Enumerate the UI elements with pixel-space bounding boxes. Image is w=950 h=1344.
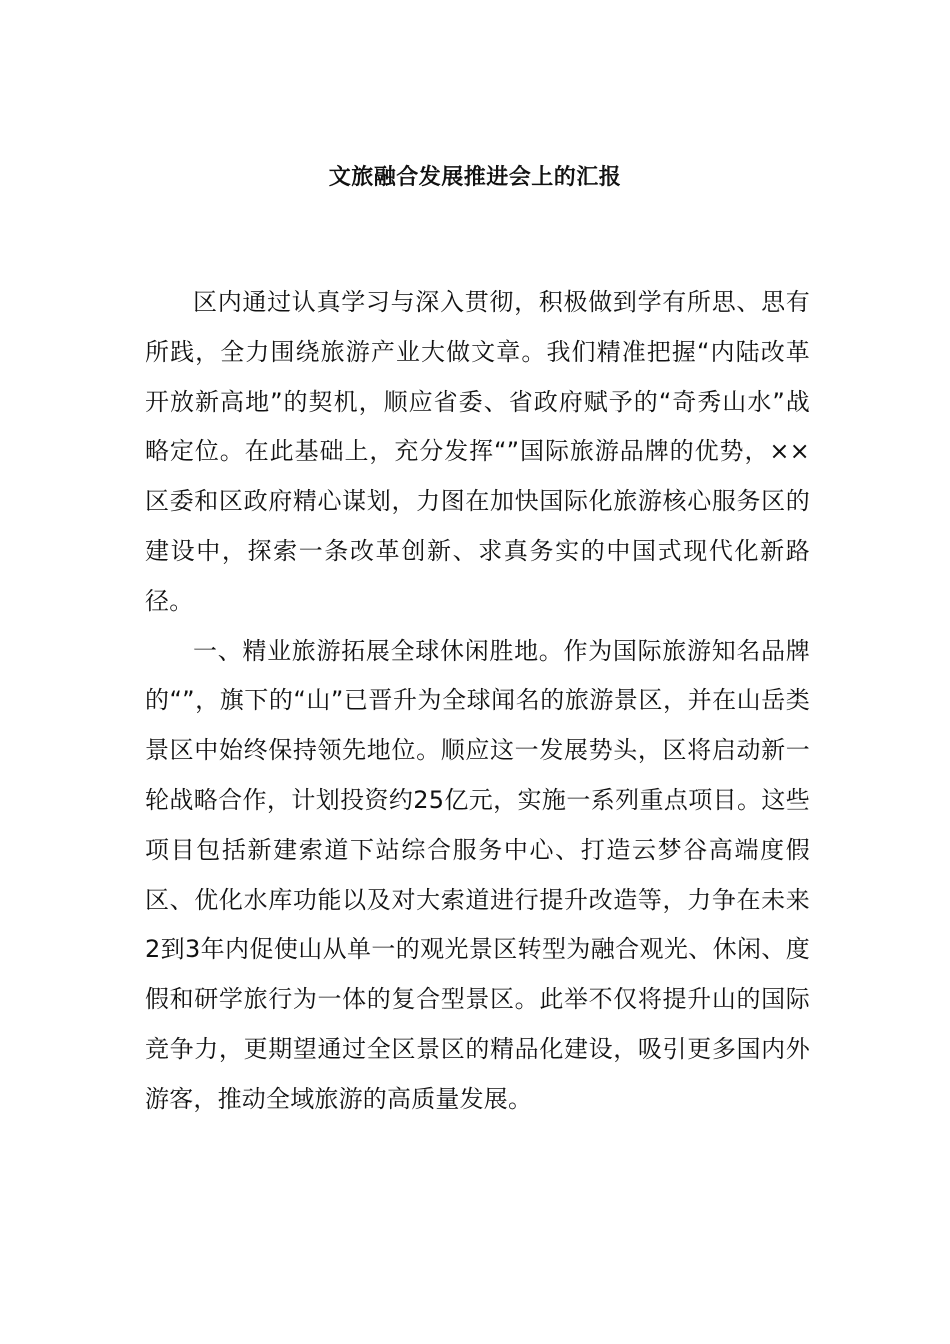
paragraph-intro: 区内通过认真学习与深入贯彻，积极做到学有所思、思有所践，全力围绕旅游产业大做文章。我们精准把握“内陆改革开放新高地”的契机，顺应省委、省政府赋予的“奇秀山水”战略定位。在此基础上，充分发挥“”国际旅游品牌的优势，××区委和区政府精心谋划，力图在加快国际化旅游核心服务区的建设中，探索一条改革创新、求真务实的中国式现代化新路径。	[145, 288, 810, 615]
document-body	[145, 278, 810, 1125]
paragraph-section-one: 一、精业旅游拓展全球休闲胜地。作为国际旅游知名品牌的“”，旗下的“山”已晋升为全球闻名的旅游景区，并在山岳类景区中始终保持领先地位。顺应这一发展势头，区将启动新一轮战略合作，计划投资约25亿元，实施一系列重点项目。这些项目包括新建索道下站综合服务中心、打造云梦谷高端度假区、优化水库功能以及对大索道进行提升改造等，力争在未来2到3年内促使山从单一的观光景区转型为融合观光、休闲、度假和研学旅行为一体的复合型景区。此举不仅将提升山的国际竞争力，更期望通过全区景区的精品化建设，吸引更多国内外游客，推动全域旅游的高质量发展。	[145, 636, 810, 1113]
document-title: 文旅融合发展推进会上的汇报	[328, 165, 622, 190]
